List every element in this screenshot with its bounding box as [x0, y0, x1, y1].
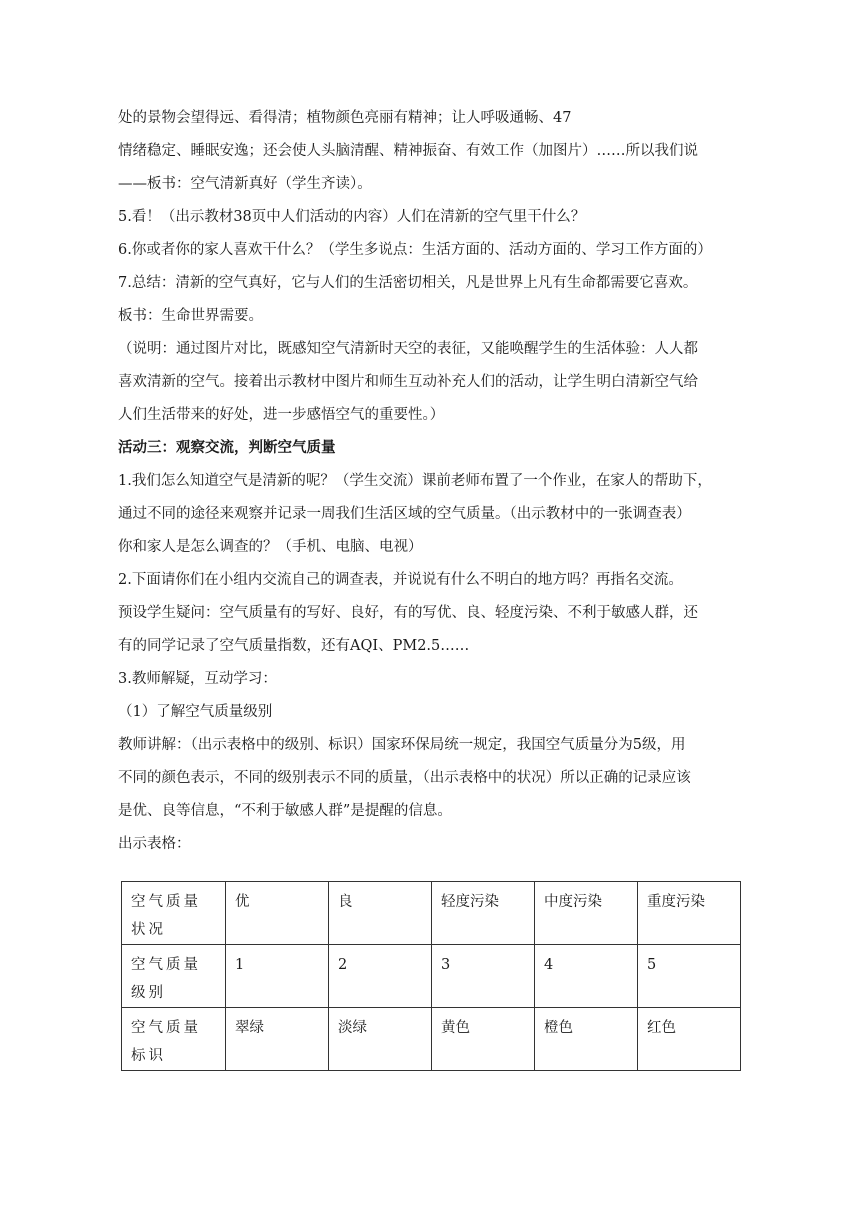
- text-line: ——板书：空气清新真好（学生齐读）。: [118, 176, 372, 192]
- text-line: 喜欢清新的空气。接着出示教材中图片和师生互动补充人们的活动，让学生明白清新空气给: [118, 374, 698, 390]
- row-header-cell: 空气质量级别: [122, 945, 226, 1008]
- table-cell: 重度污染: [638, 882, 741, 945]
- document-body: [118, 108, 748, 854]
- table-cell: 黄色: [432, 1008, 535, 1071]
- paragraph: [118, 240, 748, 260]
- paragraph: [118, 273, 748, 326]
- table-cell: 翠绿: [226, 1008, 329, 1071]
- table-cell: 红色: [638, 1008, 741, 1071]
- table-row: [122, 882, 741, 945]
- paragraph: [118, 207, 748, 227]
- text-line: （1）了解空气质量级别: [118, 704, 273, 720]
- table-cell: 轻度污染: [432, 882, 535, 945]
- table-cell: 5: [638, 945, 741, 1008]
- text-line: 不同的颜色表示，不同的级别表示不同的质量，（出示表格中的状况）所以正确的记录应该: [118, 770, 691, 786]
- row-header-cell: 空气质量状况: [122, 882, 226, 945]
- section-heading: [118, 438, 748, 458]
- air-quality-table: [121, 881, 741, 1071]
- table-cell: 3: [432, 945, 535, 1008]
- text-line: 人们生活带来的好处，进一步感悟空气的重要性。）: [118, 407, 445, 423]
- paragraph: [118, 735, 748, 821]
- text-line: 处的景物会望得远、看得清；植物颜色亮丽有精神；让人呼吸通畅、47: [118, 110, 572, 126]
- table-cell: 2: [329, 945, 432, 1008]
- text-line: 2.下面请你们在小组内交流自己的调查表，并说说有什么不明白的地方吗？再指名交流。: [118, 572, 683, 588]
- paragraph: [118, 603, 748, 656]
- text-line: 5.看！（出示教材38页中人们活动的内容）人们在清新的空气里干什么？: [118, 209, 586, 225]
- paragraph: [118, 570, 748, 590]
- text-line: 情绪稳定、睡眠安逸；还会使人头脑清醒、精神振奋、有效工作（加图片）……所以我们说: [118, 143, 698, 159]
- text-line: 板书：生命世界需要。: [118, 308, 263, 324]
- text-line: 3.教师解疑，互动学习：: [118, 671, 277, 687]
- table-cell: 良: [329, 882, 432, 945]
- text-line: 7.总结：清新的空气真好，它与人们的生活密切相关，凡是世界上凡有生命都需要它喜欢。: [118, 275, 698, 291]
- paragraph: [118, 702, 748, 722]
- paragraph: [118, 339, 748, 425]
- table-cell: 1: [226, 945, 329, 1008]
- paragraph: [118, 834, 748, 854]
- text-line: 预设学生疑问：空气质量有的写好、良好，有的写优、良、轻度污染、不利于敏感人群，还: [118, 605, 698, 621]
- text-line: 1.我们怎么知道空气是清新的呢？（学生交流）课前老师布置了一个作业，在家人的帮助下，: [118, 473, 712, 489]
- row-header-cell: 空气质量标识: [122, 1008, 226, 1071]
- text-line: 有的同学记录了空气质量指数，还有AQI、PM2.5……: [118, 638, 470, 654]
- text-line: 6.你或者你的家人喜欢干什么？（学生多说点：生活方面的、活动方面的、学习工作方面的）: [118, 242, 712, 258]
- text-line: 是优、良等信息，“不利于敏感人群”是提醒的信息。: [118, 803, 452, 819]
- table-row: [122, 1008, 741, 1071]
- table-cell: 优: [226, 882, 329, 945]
- text-line: 活动三：观察交流，判断空气质量: [118, 439, 336, 456]
- table-row: [122, 945, 741, 1008]
- text-line: 出示表格：: [118, 836, 191, 852]
- paragraph: [118, 669, 748, 689]
- paragraph: [118, 471, 748, 557]
- table-cell: 淡绿: [329, 1008, 432, 1071]
- table-cell: 橙色: [535, 1008, 638, 1071]
- text-line: 通过不同的途径来观察并记录一周我们生活区域的空气质量。（出示教材中的一张调查表）: [118, 506, 691, 522]
- text-line: 教师讲解：（出示表格中的级别、标识）国家环保局统一规定，我国空气质量分为5级，用: [118, 737, 686, 753]
- text-line: （说明：通过图片对比，既感知空气清新时天空的表征，又能唤醒学生的生活体验：人人都: [118, 341, 698, 357]
- text-line: 你和家人是怎么调查的？（手机、电脑、电视）: [118, 539, 423, 555]
- paragraph: [118, 108, 748, 194]
- table-cell: 4: [535, 945, 638, 1008]
- table-cell: 中度污染: [535, 882, 638, 945]
